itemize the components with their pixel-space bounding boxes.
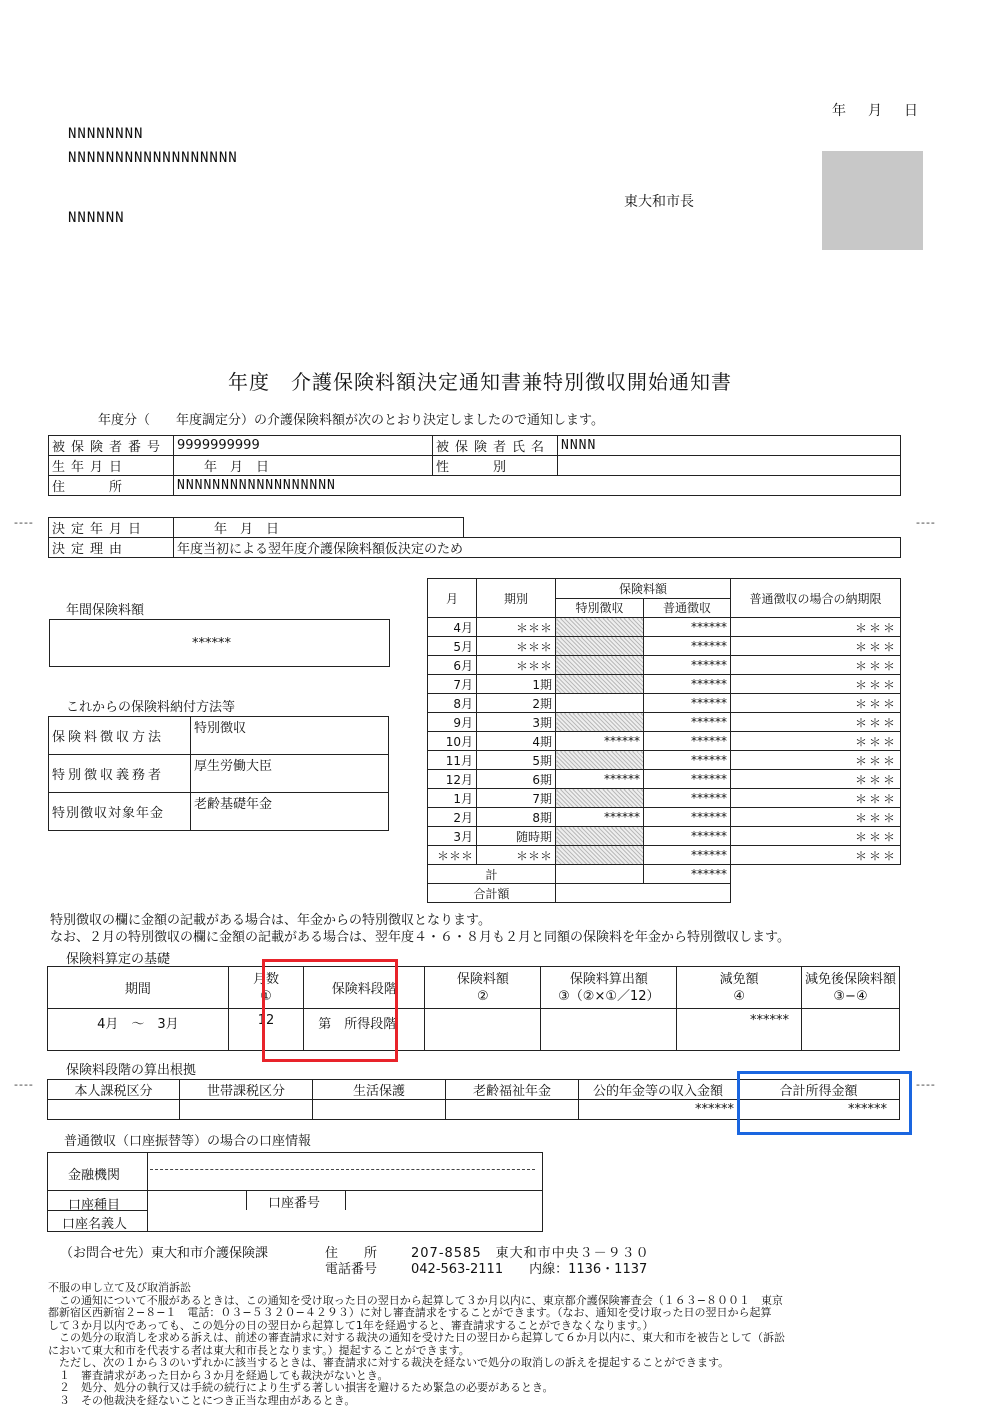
schedule-special [556, 713, 644, 732]
schedule-special [556, 751, 644, 770]
basis-title: 保険料算定の基礎 [66, 952, 171, 967]
appeal-notes [48, 1282, 785, 1407]
schedule-month: 9月 [428, 713, 477, 732]
stage-basis-title: 保険料段階の算出根拠 [66, 1063, 197, 1078]
account-type-label: 口座種目 [68, 1198, 121, 1213]
schedule-row [428, 713, 901, 732]
schedule-period: 8期 [477, 808, 556, 827]
stage-col-household-tax: 世帯課税区分 [180, 1080, 313, 1100]
schedule-period: 2期 [477, 694, 556, 713]
schedule-row [428, 637, 901, 656]
pension-label: 特別徴収対象年金 [49, 793, 191, 831]
schedule-row [428, 694, 901, 713]
appeal-line-4: この処分の取消しを求める訴えは、前述の審査請求に対する裁決の通知を受けた日の翌日から起算して６か月以内に、東大和市を被告として（訴訟 [48, 1331, 785, 1344]
method-table [48, 716, 389, 831]
schedule-period: ＊＊＊ [477, 656, 556, 675]
schedule-normal: ****** [644, 675, 731, 694]
appeal-line-8: ２ 処分、処分の執行又は手続の続行により生ずる著しい損害を避けるため緊急の必要があるとき。 [48, 1381, 554, 1394]
sex-value [558, 456, 901, 476]
account-holder-label: 口座名義人 [62, 1217, 128, 1232]
appeal-line-5: において東大和市を代表する者は東大和市長となります。）提起することができます。 [48, 1343, 470, 1357]
schedule-deadline: ＊＊＊ [731, 846, 901, 865]
schedule-period: 5期 [477, 751, 556, 770]
basis-col-stage: 保険料段階 [304, 967, 425, 1009]
account-number-label: 口座番号 [268, 1196, 321, 1211]
basis-col-calc: 保険料算出額 [569, 971, 648, 987]
birth-date: 年 月 日 [174, 456, 433, 476]
basis-period: 4月 ～ 3月 [48, 1009, 229, 1051]
stage-pension-income: ****** [579, 1100, 738, 1120]
basis-col-premium-num: ② [477, 988, 489, 1004]
schedule-period: 3期 [477, 713, 556, 732]
basis-col-premium: 保険料額 [456, 971, 509, 987]
contact-tel-label: 電話番号 [325, 1262, 378, 1277]
decision-reason: 年度当初による翌年度介護保険料額仮決定のため [174, 538, 901, 558]
schedule-deadline: ＊＊＊ [731, 713, 901, 732]
stage-col-welfare: 生活保護 [313, 1080, 446, 1100]
schedule-period: ＊＊＊ [477, 846, 556, 865]
address-label: 住 所 [49, 476, 174, 496]
date-line: 年 月 日 [832, 103, 922, 119]
schedule-normal: ****** [644, 656, 731, 675]
schedule-month: 4月 [428, 618, 477, 637]
schedule-row [428, 770, 901, 789]
obligor-value: 厚生労働大臣 [191, 755, 389, 793]
schedule-period: 4期 [477, 732, 556, 751]
basis-col-months-num: ① [260, 988, 272, 1004]
schedule-special [556, 618, 644, 637]
schedule-col-premium: 保険料額 [556, 579, 731, 599]
stage-total-income: ****** [738, 1100, 900, 1120]
schedule-month: 1月 [428, 789, 477, 808]
schedule-special [556, 789, 644, 808]
annual-premium-value: ****** [192, 636, 231, 651]
special-note-line-2: なお、２月の特別徴収の欄に金額の記載がある場合は、翌年度４・６・８月も２月と同額の保険料を年金から特別徴収します。 [50, 930, 790, 945]
birth-label: 生年月日 [49, 456, 174, 476]
obligor-label: 特別徴収義務者 [49, 755, 191, 793]
appeal-line-9: ３ その他裁決を経ないことにつき正当な理由があるとき。 [48, 1393, 356, 1407]
schedule-row [428, 789, 901, 808]
account-bank-label: 金融機関 [68, 1168, 121, 1183]
decision-table [48, 517, 901, 558]
basis-col-calc-formula: ③（②×①／12） [558, 988, 660, 1004]
contact-address-label: 住 所 [325, 1246, 378, 1261]
schedule-special: ****** [556, 808, 644, 827]
document-title: 年度 介護保険料額決定通知書兼特別徴収開始通知書 [228, 370, 732, 394]
schedule-grand-total-label: 合計額 [428, 884, 556, 903]
schedule-month: 12月 [428, 770, 477, 789]
appeal-line-6: ただし、次の１から３のいずれかに該当するときは、審査請求に対する裁決を経ないで処分の取消しの訴えを提起することができます。 [48, 1356, 730, 1369]
addressee-line-3: NNNNNN [68, 210, 125, 226]
contact-label: （お問合せ先）東大和市介護保険課 [60, 1246, 269, 1261]
income-highlight-box [737, 1071, 912, 1135]
schedule-table [427, 578, 901, 903]
basis-col-reduction: 減免額 [719, 971, 759, 987]
basis-months: 12 [228, 1009, 304, 1051]
schedule-col-month: 月 [428, 579, 477, 618]
schedule-deadline: ＊＊＊ [731, 618, 901, 637]
schedule-period: ＊＊＊ [477, 637, 556, 656]
basis-col-after-formula: ③−④ [833, 988, 868, 1004]
pension-value: 老齢基礎年金 [191, 793, 389, 831]
schedule-normal: ****** [644, 694, 731, 713]
insured-number-label: 被保険者番号 [49, 436, 174, 456]
schedule-period: 6期 [477, 770, 556, 789]
schedule-month: ＊＊＊ [428, 846, 477, 865]
fold-mark-right-2: ---- [916, 1078, 936, 1091]
schedule-total-normal: ****** [644, 865, 731, 884]
schedule-row [428, 751, 901, 770]
schedule-col-period: 期別 [477, 579, 556, 618]
schedule-special [556, 827, 644, 846]
schedule-col-deadline: 普通徴収の場合の納期限 [731, 579, 901, 618]
basis-col-months: 月数 [252, 971, 279, 987]
insured-name: NNNN [558, 436, 901, 456]
appeal-line-7: １ 審査請求があった日から３か月を経過しても裁決がないとき。 [48, 1368, 389, 1382]
schedule-row [428, 827, 901, 846]
schedule-deadline: ＊＊＊ [731, 827, 901, 846]
basis-stage: 第 所得段階 [304, 1009, 425, 1051]
appeal-line-3: して３か月以内であっても、この処分の日の翌日から起算して1年を経過すると、審査請求することができなくなります。） [48, 1318, 654, 1332]
basis-premium [425, 1009, 541, 1051]
stage-col-self-tax: 本人課税区分 [48, 1080, 180, 1100]
insured-table [48, 435, 901, 496]
schedule-month: 7月 [428, 675, 477, 694]
schedule-period: ＊＊＊ [477, 618, 556, 637]
schedule-row [428, 675, 901, 694]
contact-tel: 042-563-2111 内線：1136・1137 [411, 1262, 648, 1277]
schedule-month: 8月 [428, 694, 477, 713]
schedule-deadline: ＊＊＊ [731, 789, 901, 808]
schedule-month: 11月 [428, 751, 477, 770]
issuer: 東大和市長 [624, 194, 694, 210]
schedule-row [428, 618, 901, 637]
official-seal [822, 151, 923, 250]
stage-col-total-income: 合計所得金額 [738, 1080, 900, 1100]
decision-reason-label: 決定理由 [49, 538, 174, 558]
schedule-deadline: ＊＊＊ [731, 694, 901, 713]
stage-household-tax [180, 1100, 313, 1120]
special-note-line-1: 特別徴収の欄に金額の記載がある場合は、年金からの特別徴収となります。 [50, 913, 491, 928]
schedule-normal: ****** [644, 713, 731, 732]
schedule-month: 5月 [428, 637, 477, 656]
contact-address: 207-8585 東大和市中央３－９３０ [411, 1246, 650, 1261]
schedule-deadline: ＊＊＊ [731, 675, 901, 694]
annual-premium-label: 年間保険料額 [66, 603, 145, 618]
schedule-deadline: ＊＊＊ [731, 732, 901, 751]
schedule-row [428, 656, 901, 675]
schedule-month: 6月 [428, 656, 477, 675]
schedule-special [556, 694, 644, 713]
stage-old-age-pension [446, 1100, 579, 1120]
schedule-deadline: ＊＊＊ [731, 751, 901, 770]
decision-date-label: 決定年月日 [49, 518, 174, 538]
addressee-line-2: NNNNNNNNNNNNNNNNNN [68, 150, 238, 166]
method-section-title: これからの保険料納付方法等 [66, 700, 236, 715]
schedule-deadline: ＊＊＊ [731, 656, 901, 675]
decision-date: 年 月 日 [174, 518, 464, 538]
schedule-normal: ****** [644, 751, 731, 770]
schedule-deadline: ＊＊＊ [731, 808, 901, 827]
stage-self-tax [48, 1100, 180, 1120]
fold-mark-left-2: ---- [14, 1078, 34, 1091]
fold-mark-left: ---- [14, 516, 34, 529]
insured-number: 9999999999 [174, 436, 433, 456]
addressee-line-1: NNNNNNNN [68, 126, 144, 142]
sex-label: 性 別 [433, 456, 558, 476]
fold-mark-right: ---- [916, 516, 936, 529]
schedule-special: ****** [556, 770, 644, 789]
basis-calc [541, 1009, 677, 1051]
schedule-normal: ****** [644, 732, 731, 751]
stage-col-pension-income: 公的年金等の収入金額 [579, 1080, 738, 1100]
schedule-col-special: 特別徴収 [556, 598, 644, 618]
appeal-title: 不服の申し立て及び取消訴訟 [48, 1281, 191, 1294]
schedule-normal: ****** [644, 846, 731, 865]
schedule-normal: ****** [644, 808, 731, 827]
schedule-row [428, 732, 901, 751]
schedule-normal: ****** [644, 789, 731, 808]
stage-highlight-box [262, 959, 398, 1062]
schedule-normal: ****** [644, 637, 731, 656]
appeal-line-2: 都新宿区西新宿２−８−１ 電話：０３−５３２０−４２９３）に対し審査請求をすることができます。（なお、通知を受け取った日の翌日から起算 [48, 1306, 772, 1319]
schedule-deadline: ＊＊＊ [731, 637, 901, 656]
basis-col-after: 減免後保険料額 [804, 971, 896, 987]
schedule-total-label: 計 [428, 865, 556, 884]
appeal-line-1: この通知について不服があるときは、この通知を受け取った日の翌日から起算して３か月以内に、東京都介護保険審査会（１６３−８００１ 東京 [48, 1293, 783, 1307]
stage-welfare [313, 1100, 446, 1120]
schedule-month: 2月 [428, 808, 477, 827]
account-title: 普通徴収（口座振替等）の場合の口座情報 [64, 1134, 312, 1149]
insured-name-label: 被保険者氏名 [433, 436, 558, 456]
schedule-month: 10月 [428, 732, 477, 751]
basis-reduction: ****** [677, 1009, 802, 1051]
basis-table [47, 966, 900, 1051]
schedule-normal: ****** [644, 827, 731, 846]
address-value: NNNNNNNNNNNNNNNNNN [174, 476, 901, 496]
schedule-period: 随時期 [477, 827, 556, 846]
schedule-deadline: ＊＊＊ [731, 770, 901, 789]
intro-text: 年度分（ 年度調定分）の介護保険料額が次のとおり決定しましたので通知します。 [98, 413, 604, 428]
schedule-special [556, 675, 644, 694]
schedule-special [556, 846, 644, 865]
schedule-row [428, 808, 901, 827]
schedule-col-normal: 普通徴収 [644, 598, 731, 618]
schedule-special: ****** [556, 732, 644, 751]
schedule-period: 1期 [477, 675, 556, 694]
schedule-special [556, 637, 644, 656]
basis-after [801, 1009, 899, 1051]
method-label: 保険料徴収方法 [49, 717, 191, 755]
schedule-special [556, 656, 644, 675]
basis-col-period: 期間 [48, 967, 229, 1009]
schedule-month: 3月 [428, 827, 477, 846]
stage-col-old-age-pension: 老齢福祉年金 [446, 1080, 579, 1100]
basis-col-reduction-num: ④ [733, 988, 745, 1004]
method-value: 特別徴収 [191, 717, 389, 755]
schedule-normal: ****** [644, 618, 731, 637]
schedule-normal: ****** [644, 770, 731, 789]
schedule-period: 7期 [477, 789, 556, 808]
schedule-row [428, 846, 901, 865]
